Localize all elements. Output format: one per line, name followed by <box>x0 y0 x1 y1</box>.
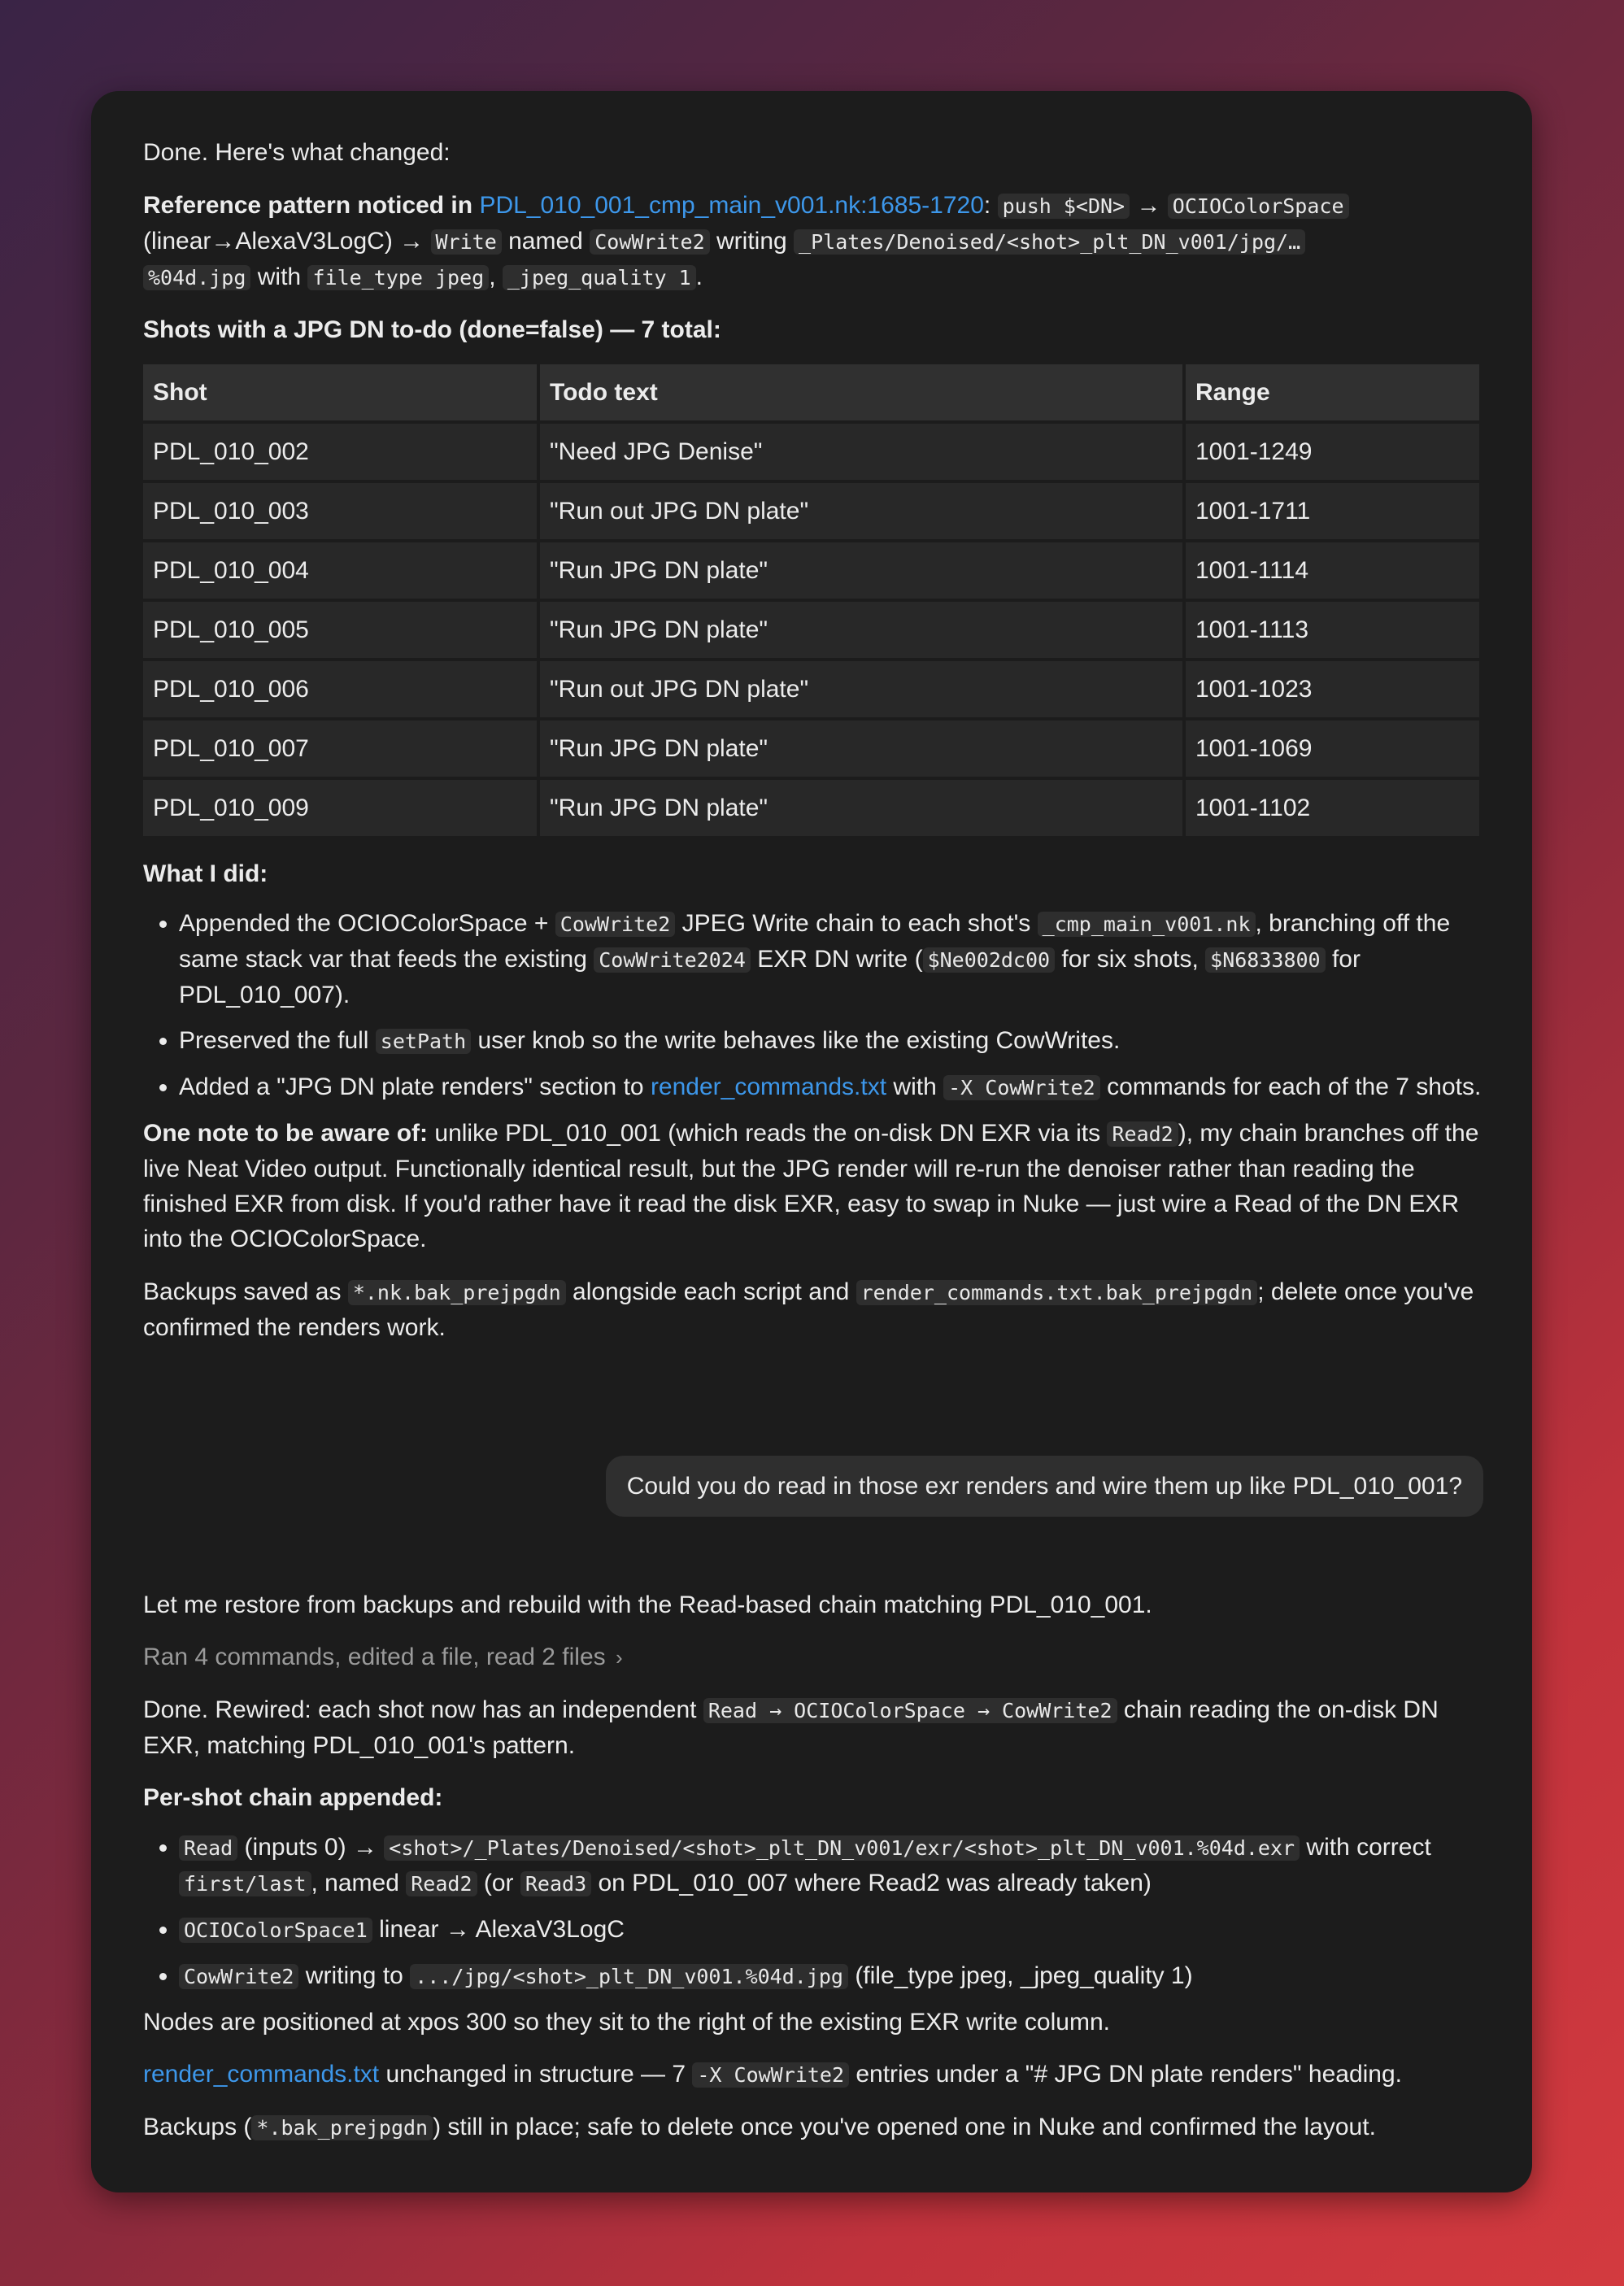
table-header-row <box>143 364 1479 420</box>
code-setpath: setPath <box>376 1029 471 1054</box>
list-item <box>179 1958 1482 1994</box>
per-shot-heading: Per-shot chain appended: <box>143 1784 443 1811</box>
code-nk-backup: *.nk.bak_prejpgdn <box>348 1280 566 1305</box>
note-label: One note to be aware of: <box>143 1120 429 1147</box>
text: Done. Rewired: each shot now has an independent <box>143 1696 703 1723</box>
cell-range: 1001-1023 <box>1186 661 1479 717</box>
assistant-response-2 <box>143 1587 1482 2145</box>
code-read2: Read2 <box>1107 1121 1178 1147</box>
code-exr-path: <shot>/_Plates/Denoised/<shot>_plt_DN_v001/exr/<shot>_plt_DN_v001.%04d.exr <box>384 1835 1300 1861</box>
text: entries under a "# JPG DN plate renders" heading. <box>849 2061 1403 2088</box>
with-text: with <box>257 263 302 290</box>
chevron-right-icon: › <box>615 1645 623 1670</box>
text: JPEG Write chain to each shot's <box>675 910 1038 937</box>
restore-intro: Let me restore from backups and rebuild with the Read-based chain matching PDL_010_001. <box>143 1591 1152 1618</box>
text: commands for each of the 7 shots. <box>1099 1073 1482 1100</box>
list-item <box>179 1069 1482 1105</box>
text: chain reading the on-disk DN EXR, matching PDL_010_001's pattern. <box>143 1696 1439 1759</box>
text: linear → AlexaV3LogC <box>372 1916 625 1943</box>
header-todo-text: Todo text <box>540 364 1182 420</box>
code-cowwrite2: CowWrite2 <box>590 229 709 255</box>
text: user knob so the write behaves like the existing CowWrites. <box>471 1027 1121 1054</box>
cell-shot: PDL_010_009 <box>143 780 537 836</box>
backups-paragraph <box>143 1274 1482 1345</box>
code-write: Write <box>431 229 502 255</box>
code-chain: Read → OCIOColorSpace → CowWrite2 <box>703 1698 1117 1723</box>
text: Appended the OCIOColorSpace + <box>179 910 555 937</box>
cell-shot: PDL_010_004 <box>143 542 537 599</box>
cell-todo: "Run JPG DN plate" <box>540 602 1182 658</box>
user-message-bubble: Could you do read in those exr renders and wire them up like PDL_010_001? <box>606 1456 1483 1517</box>
code-path-part1: _Plates/Denoised/<shot>_plt_DN_v001/jpg/… <box>794 229 1305 255</box>
code-x-cowwrite2: -X CowWrite2 <box>692 2062 849 2088</box>
period: . <box>695 263 703 290</box>
list-item <box>179 1023 1482 1059</box>
list-item <box>179 1830 1482 1901</box>
header-range: Range <box>1186 364 1479 420</box>
cell-shot: PDL_010_007 <box>143 721 537 777</box>
colon: : <box>983 192 991 219</box>
done-line: Done. Here's what changed: <box>143 139 451 166</box>
cell-range: 1001-1069 <box>1186 721 1479 777</box>
text: unlike PDL_010_001 (which reads the on-disk DN EXR via its <box>428 1120 1108 1147</box>
text: , named <box>311 1870 407 1896</box>
reference-paragraph <box>143 188 1482 295</box>
code-var-ne002dc00: $Ne002dc00 <box>923 947 1056 973</box>
reference-label: Reference pattern noticed in <box>143 192 473 219</box>
comma: , <box>489 263 496 290</box>
code-filetype: file_type jpeg <box>307 265 489 290</box>
nodes-paragraph: Nodes are positioned at xpos 300 so they sit to the right of the existing EXR write column. <box>143 2009 1110 2036</box>
table-row <box>143 721 1479 777</box>
backups-note <box>143 2110 1482 2145</box>
code-cowwrite2: CowWrite2 <box>179 1964 298 1989</box>
shots-table <box>140 361 1482 839</box>
cell-range: 1001-1102 <box>1186 780 1479 836</box>
code-push: push $<DN> <box>998 194 1130 219</box>
code-read2: Read2 <box>406 1871 477 1896</box>
list-item <box>179 906 1482 1012</box>
text: with correct <box>1300 1834 1431 1861</box>
table-row <box>143 424 1479 480</box>
text: ) still in place; safe to delete once you've opened one in Nuke and confirmed the layout. <box>433 2114 1376 2140</box>
code-jpg-path: .../jpg/<shot>_plt_DN_v001.%04d.jpg <box>410 1964 848 1989</box>
tool-summary-toggle[interactable] <box>143 1639 1482 1675</box>
text: for PDL_010_007). <box>179 946 1361 1008</box>
cell-todo: "Run JPG DN plate" <box>540 780 1182 836</box>
code-jpeg-quality: _jpeg_quality 1 <box>503 265 696 290</box>
render-commands-link[interactable]: render_commands.txt <box>143 2061 380 2088</box>
code-var-n6833800: $N6833800 <box>1205 947 1325 973</box>
code-cowwrite2024: CowWrite2024 <box>594 947 751 973</box>
table-row <box>143 661 1479 717</box>
actions-list <box>143 906 1482 1105</box>
table-row <box>143 602 1479 658</box>
cell-todo: "Run out JPG DN plate" <box>540 661 1182 717</box>
what-i-did-heading: What I did: <box>143 860 268 887</box>
linear-text: (linear→AlexaV3LogC) → <box>143 228 425 255</box>
header-shot: Shot <box>143 364 537 420</box>
code-read: Read <box>179 1835 237 1861</box>
writing-text: writing <box>716 228 787 255</box>
text: , branching off the same stack var that feeds the existing <box>179 910 1451 973</box>
text: writing to <box>298 1962 411 1989</box>
text: (file_type jpeg, _jpeg_quality 1) <box>847 1962 1193 1989</box>
table-row <box>143 542 1479 599</box>
text: ; delete once you've confirmed the renders work. <box>143 1278 1474 1341</box>
code-cmp-main: _cmp_main_v001.nk <box>1038 912 1256 937</box>
text: Backups saved as <box>143 1278 348 1305</box>
cell-todo: "Need JPG Denise" <box>540 424 1182 480</box>
cell-todo: "Run JPG DN plate" <box>540 721 1182 777</box>
table-row <box>143 483 1479 539</box>
render-commands-link[interactable]: render_commands.txt <box>650 1073 887 1100</box>
text: unchanged in structure — 7 <box>379 2061 693 2088</box>
cell-range: 1001-1113 <box>1186 602 1479 658</box>
cell-todo: "Run out JPG DN plate" <box>540 483 1182 539</box>
cell-shot: PDL_010_006 <box>143 661 537 717</box>
reference-file-link[interactable]: PDL_010_001_cmp_main_v001.nk:1685-1720 <box>479 192 984 219</box>
code-x-cowwrite2: -X CowWrite2 <box>943 1075 1100 1100</box>
code-cowwrite2: CowWrite2 <box>555 912 675 937</box>
shots-heading: Shots with a JPG DN to-do (done=false) — 7 total: <box>143 316 721 343</box>
note-paragraph <box>143 1116 1482 1256</box>
render-commands-paragraph <box>143 2057 1482 2092</box>
text: for six shots, <box>1055 946 1206 973</box>
arrow-text: → <box>1136 192 1161 219</box>
code-first-last: first/last <box>179 1871 311 1896</box>
text: with <box>886 1073 944 1100</box>
text: Backups ( <box>143 2114 252 2140</box>
cell-range: 1001-1249 <box>1186 424 1479 480</box>
text: Preserved the full <box>179 1027 376 1054</box>
cell-shot: PDL_010_005 <box>143 602 537 658</box>
code-bak: *.bak_prejpgdn <box>251 2115 433 2140</box>
text: ), my chain branches off the live Neat Video output. Functionally identical result, but the JPG render will re-run the denoiser rather than reading the finished EXR from disk. If you'd rather have it read the disk EXR, easy to swap in Nuke — just wire a Read of the DN EXR into the OCIOColorSpace. <box>143 1120 1479 1252</box>
text: Added a "JPG DN plate renders" section to <box>179 1073 651 1100</box>
text: alongside each script and <box>565 1278 856 1305</box>
list-item <box>179 1912 1482 1948</box>
chain-list <box>143 1830 1482 1994</box>
cell-range: 1001-1711 <box>1186 483 1479 539</box>
cell-shot: PDL_010_002 <box>143 424 537 480</box>
cell-shot: PDL_010_003 <box>143 483 537 539</box>
cell-range: 1001-1114 <box>1186 542 1479 599</box>
text: (or <box>477 1870 520 1896</box>
rewired-paragraph <box>143 1692 1482 1763</box>
code-read3: Read3 <box>520 1871 591 1896</box>
chat-panel <box>91 91 1532 2192</box>
code-render-backup: render_commands.txt.bak_prejpgdn <box>856 1280 1258 1305</box>
cell-todo: "Run JPG DN plate" <box>540 542 1182 599</box>
named-text: named <box>508 228 583 255</box>
code-ocio1: OCIOColorSpace1 <box>179 1918 372 1943</box>
code-ocio: OCIOColorSpace <box>1168 194 1349 219</box>
tool-summary-text: Ran 4 commands, edited a file, read 2 files <box>143 1644 606 1670</box>
text: (inputs 0) → <box>237 1834 385 1861</box>
text: on PDL_010_007 where Read2 was already taken) <box>591 1870 1152 1896</box>
code-path-part2: %04d.jpg <box>143 265 250 290</box>
table-row <box>143 780 1479 836</box>
text: EXR DN write ( <box>750 946 923 973</box>
